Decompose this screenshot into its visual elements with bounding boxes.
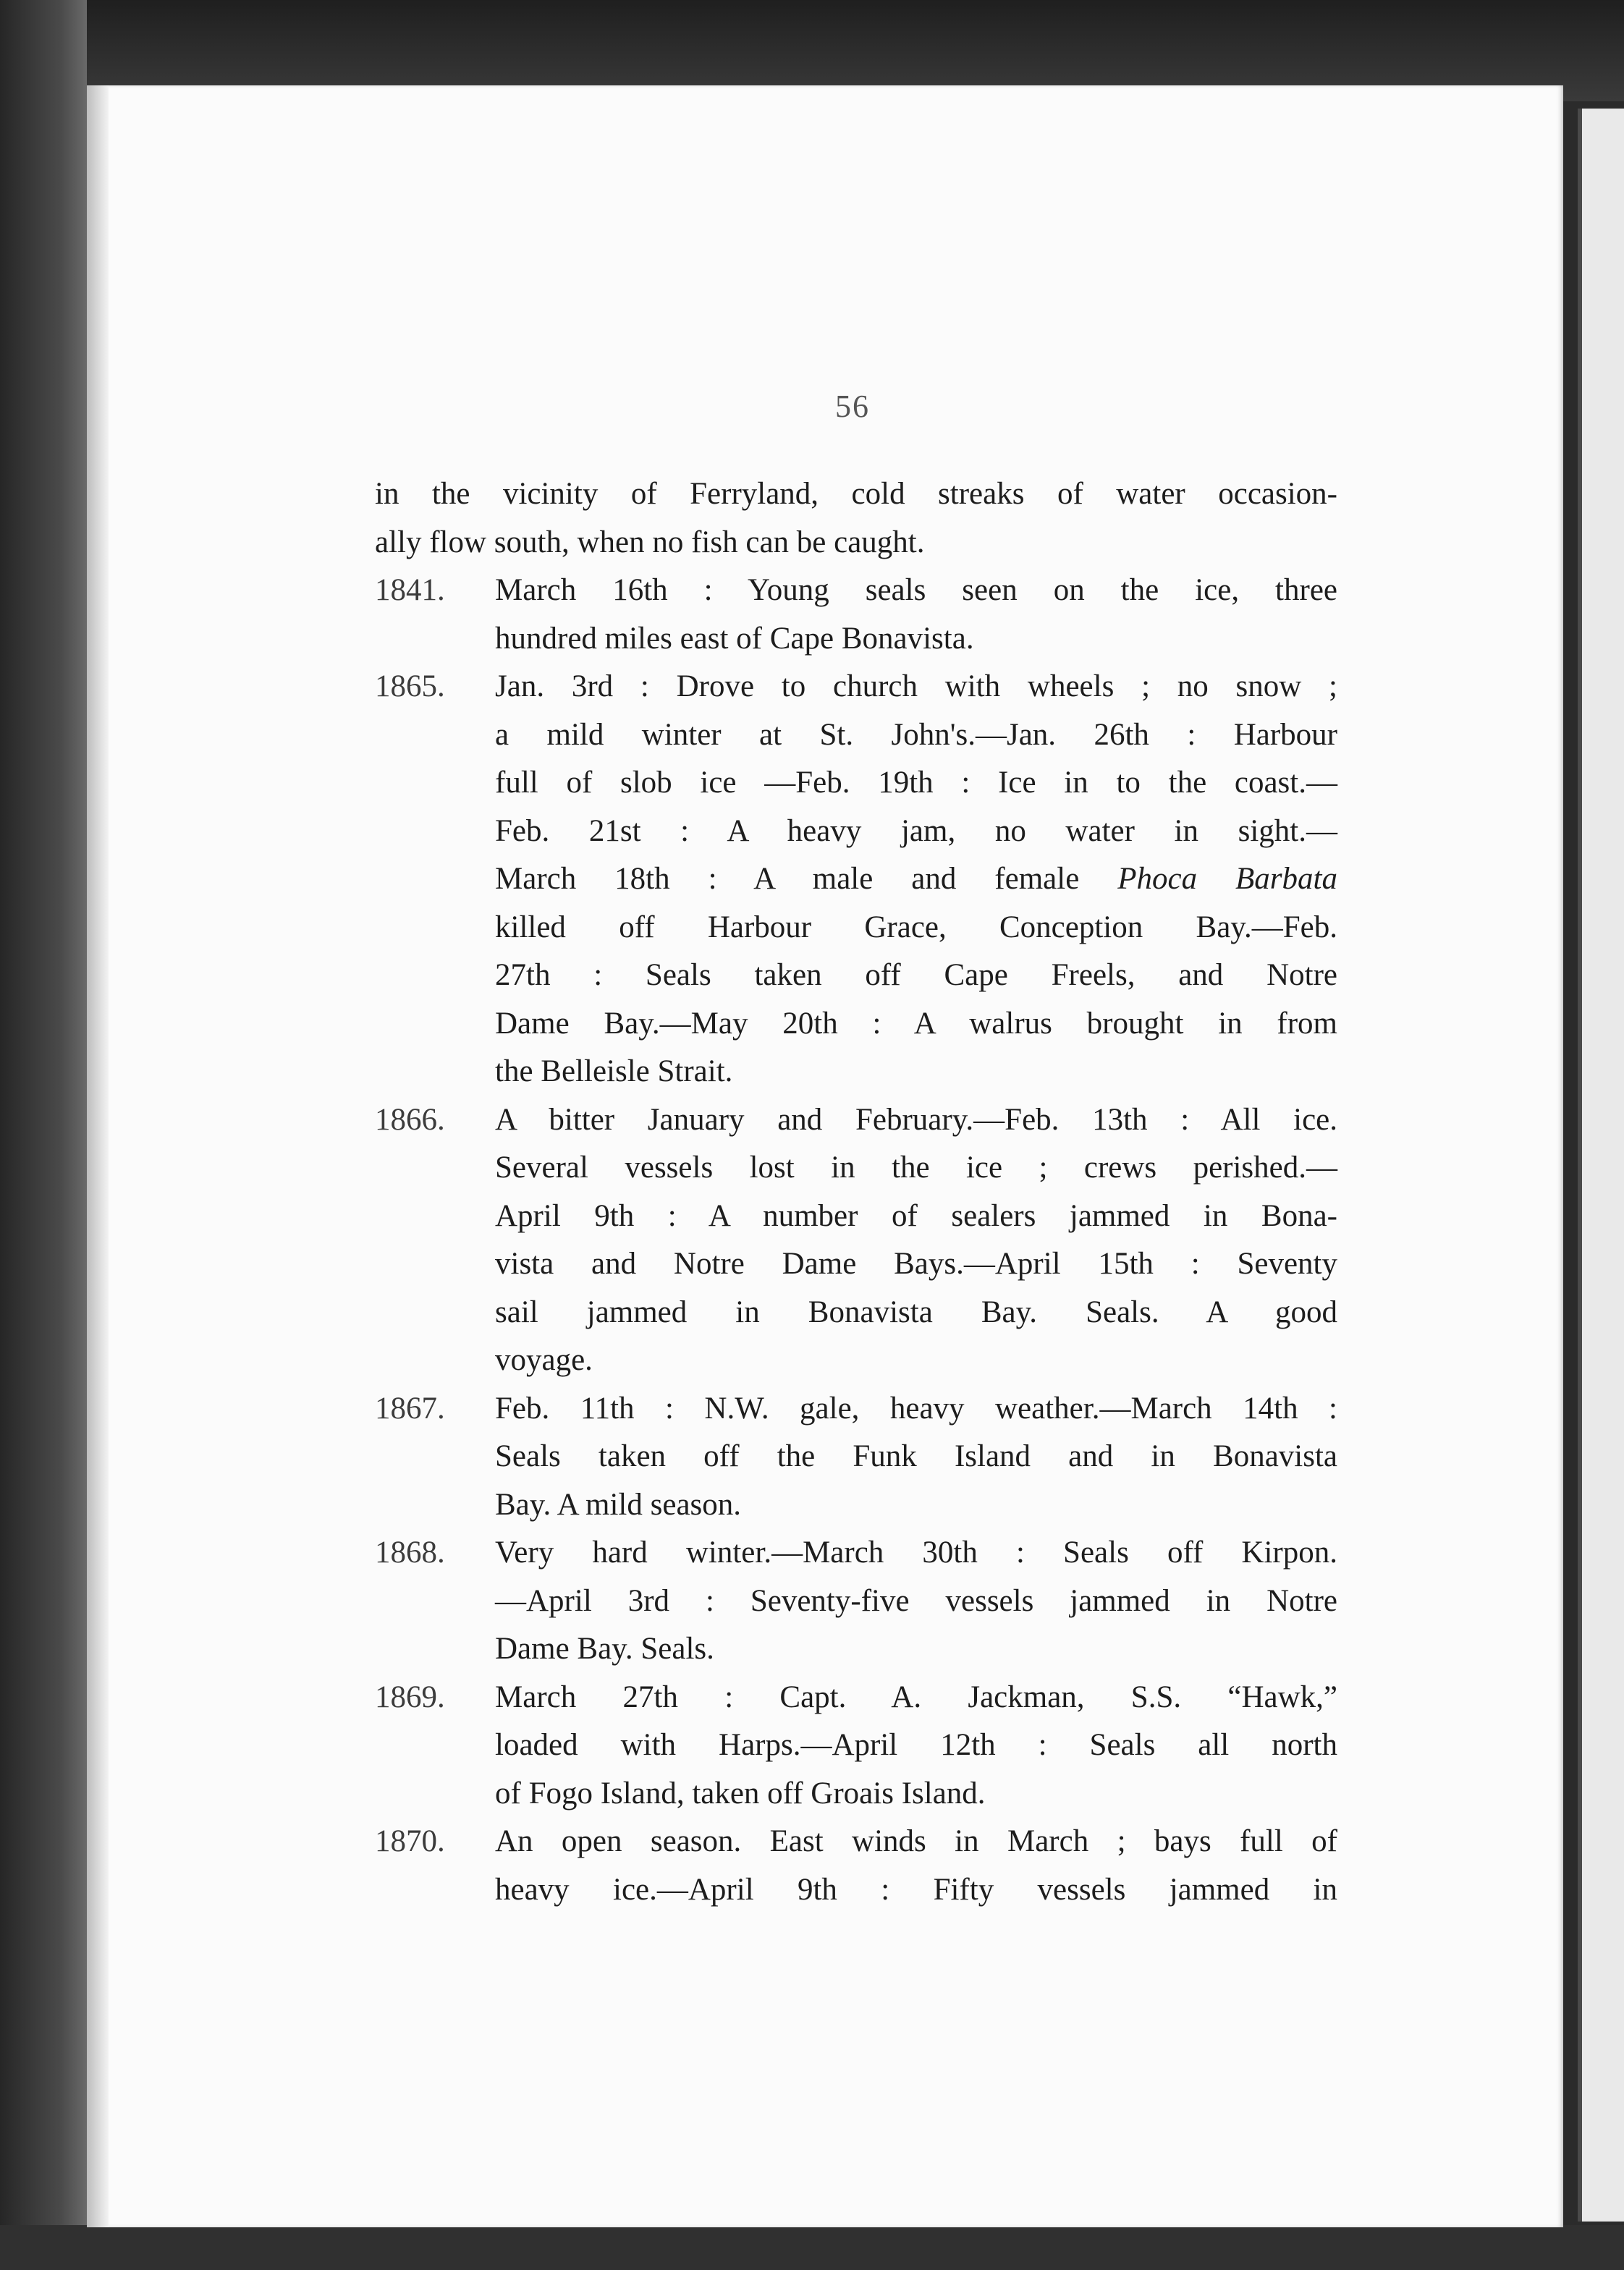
chronology-entry-1865 <box>375 663 1337 1096</box>
page-body-text <box>375 470 1337 1914</box>
text-line: sail jammed in Bonavista Bay. Seals. A good <box>495 1295 1337 1329</box>
text-line: full of slob ice —Feb. 19th : Ice in to the coast.— <box>495 766 1337 800</box>
entry-year: 1866. <box>375 1102 445 1137</box>
text-line: Bay. A mild season. <box>495 1487 742 1522</box>
text-line: a mild winter at St. John's.—Jan. 26th : Harbour <box>495 717 1337 752</box>
text-line: 27th : Seals taken off Cape Freels, and Notre <box>495 958 1337 992</box>
entry-text <box>495 1818 1337 1914</box>
chronology-entry-1841 <box>375 567 1337 663</box>
entry-text <box>495 1096 1337 1385</box>
entry-year: 1870. <box>375 1824 445 1858</box>
opening-paragraph <box>375 470 1337 567</box>
entry-year: 1868. <box>375 1536 445 1570</box>
text-line: A bitter January and February.—Feb. 13th : All ice. <box>495 1102 1337 1137</box>
text-line: Dame Bay. Seals. <box>495 1632 714 1666</box>
text-line: the Belleisle Strait. <box>495 1054 733 1088</box>
entry-text <box>495 567 1337 663</box>
text-line: Jan. 3rd : Drove to church with wheels ; no snow ; <box>495 669 1337 703</box>
text-line: March 16th : Young seals seen on the ice, three <box>495 573 1337 607</box>
entry-text <box>495 1529 1337 1674</box>
text-line: vista and Notre Dame Bays.—April 15th : Seventy <box>495 1247 1337 1281</box>
entry-text <box>495 1385 1337 1530</box>
text-line: Dame Bay.—May 20th : A walrus brought in from <box>495 1006 1337 1041</box>
text-line: April 9th : A number of sealers jammed in Bona- <box>495 1198 1337 1233</box>
text-line: Seals taken off the Funk Island and in Bonavista <box>495 1439 1337 1473</box>
text-line: in the vicinity of Ferryland, cold streaks of water occasion- <box>375 477 1337 511</box>
text-line: Feb. 11th : N.W. gale, heavy weather.—March 14th : <box>495 1391 1337 1426</box>
adjacent-page-edge <box>1578 109 1624 2222</box>
text-line: Feb. 21st : A heavy jam, no water in sight.— <box>495 813 1337 848</box>
chronology-entry-1868 <box>375 1529 1337 1674</box>
text-line: ally flow south, when no fish can be caught. <box>375 525 925 559</box>
text-line: killed off Harbour Grace, Conception Bay.—Feb. <box>495 910 1337 944</box>
entry-year: 1869. <box>375 1680 445 1714</box>
book-binding-edge <box>0 0 87 2270</box>
chronology-entry-1866 <box>375 1096 1337 1385</box>
entry-year: 1865. <box>375 669 445 703</box>
entry-text <box>495 663 1337 1096</box>
page-spine-shadow <box>87 85 109 2227</box>
chronology-entry-1867 <box>375 1385 1337 1530</box>
text-line: voyage. <box>495 1343 593 1377</box>
text-line: Several vessels lost in the ice ; crews perished.— <box>495 1151 1337 1185</box>
entry-text <box>495 1674 1337 1818</box>
text-line: An open season. East winds in March ; bays full of <box>495 1824 1337 1858</box>
text-line: Very hard winter.—March 30th : Seals off Kirpon. <box>495 1536 1337 1570</box>
chronology-entry-1869 <box>375 1674 1337 1818</box>
entry-year: 1841. <box>375 573 445 607</box>
entry-year: 1867. <box>375 1391 445 1426</box>
scan-background-bottom <box>0 2225 1624 2270</box>
text-line: heavy ice.—April 9th : Fifty vessels jammed in <box>495 1872 1337 1907</box>
text-line: loaded with Harps.—April 12th : Seals all north <box>495 1728 1337 1762</box>
text-line: —April 3rd : Seventy-five vessels jammed in Notre <box>495 1583 1337 1618</box>
text-line: March 27th : Capt. A. Jackman, S.S. “Hawk,” <box>495 1680 1337 1714</box>
text-line: March 18th : A male and female Phoca Barbata <box>495 862 1337 896</box>
page-number: 56 <box>835 389 870 424</box>
chronology-entry-1870 <box>375 1818 1337 1914</box>
species-name: Phoca Barbata <box>1117 862 1337 896</box>
text-line: hundred miles east of Cape Bonavista. <box>495 621 974 656</box>
text-line: of Fogo Island, taken off Groais Island. <box>495 1776 986 1811</box>
